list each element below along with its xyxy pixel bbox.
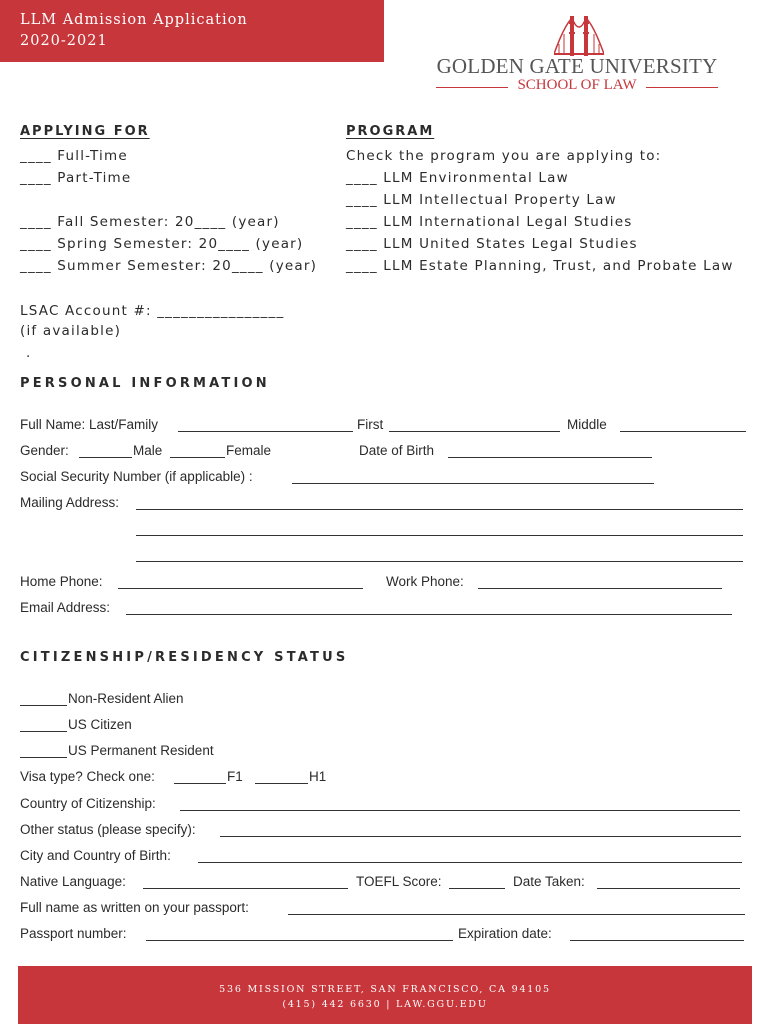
- passport-number-label: Passport number:: [20, 926, 127, 941]
- program-heading: PROGRAM: [346, 124, 435, 139]
- passport-number-field[interactable]: [146, 940, 453, 941]
- non-resident-field[interactable]: [20, 705, 67, 706]
- gender-female-label: Female: [226, 443, 272, 458]
- native-language-label: Native Language:: [20, 874, 126, 889]
- program-intellectual-property[interactable]: ____ LLM Intellectual Property Law: [346, 192, 617, 208]
- school-name: SCHOOL OF LAW: [517, 77, 637, 93]
- last-name-field[interactable]: [178, 431, 353, 432]
- mailing-address-field-2[interactable]: [136, 535, 743, 536]
- mailing-address-field-3[interactable]: [136, 561, 743, 562]
- option-part-time[interactable]: ____ Part-Time: [20, 170, 132, 186]
- applying-for-heading: APPLYING FOR: [20, 124, 150, 139]
- home-phone-field[interactable]: [118, 588, 363, 589]
- university-name: GOLDEN GATE UNIVERSITY: [436, 54, 718, 78]
- dob-field[interactable]: [448, 457, 652, 458]
- date-taken-label: Date Taken:: [513, 874, 585, 889]
- citizenship-heading: CITIZENSHIP/RESIDENCY STATUS: [20, 650, 349, 665]
- form-year: 2020-2021: [20, 33, 108, 49]
- work-phone-label: Work Phone:: [386, 574, 464, 589]
- visa-f1-label: F1: [227, 769, 243, 784]
- visa-f1-field[interactable]: [174, 783, 226, 784]
- footer-address: 536 MISSION STREET, SAN FRANCISCO, CA 94105: [219, 984, 551, 995]
- us-citizen-field[interactable]: [20, 731, 67, 732]
- option-fall-semester[interactable]: ____ Fall Semester: 20____ (year): [20, 214, 280, 230]
- program-estate-planning[interactable]: ____ LLM Estate Planning, Trust, and Probate Law: [346, 258, 734, 274]
- passport-name-label: Full name as written on your passport:: [20, 900, 249, 915]
- non-resident-label: Non-Resident Alien: [68, 691, 184, 706]
- email-field[interactable]: [126, 614, 732, 615]
- toefl-score-label: TOEFL Score:: [356, 874, 442, 889]
- gender-male-label: Male: [133, 443, 163, 458]
- other-status-label: Other status (please specify):: [20, 822, 196, 837]
- mailing-address-field-1[interactable]: [136, 509, 743, 510]
- university-logo: [432, 14, 722, 94]
- option-summer-semester[interactable]: ____ Summer Semester: 20____ (year): [20, 258, 318, 274]
- first-name-field[interactable]: [389, 431, 560, 432]
- ssn-field[interactable]: [292, 483, 654, 484]
- permanent-resident-field[interactable]: [20, 757, 67, 758]
- toefl-score-field[interactable]: [449, 888, 505, 889]
- native-language-field[interactable]: [143, 888, 348, 889]
- middle-name-label: Middle: [567, 417, 607, 432]
- gender-female-field[interactable]: [170, 457, 225, 458]
- permanent-resident-label: US Permanent Resident: [68, 743, 214, 758]
- visa-h1-field[interactable]: [255, 783, 308, 784]
- logo-rule-right: [646, 87, 718, 88]
- footer-contact: (415) 442 6630 | LAW.GGU.EDU: [282, 999, 488, 1010]
- visa-type-label: Visa type? Check one:: [20, 769, 155, 784]
- passport-name-field[interactable]: [288, 914, 745, 915]
- program-instruction: Check the program you are applying to:: [346, 148, 662, 164]
- personal-info-heading: PERSONAL INFORMATION: [20, 376, 270, 391]
- golden-gate-bridge-icon: [554, 14, 604, 58]
- gender-male-field[interactable]: [79, 457, 132, 458]
- country-citizenship-label: Country of Citizenship:: [20, 796, 156, 811]
- email-label: Email Address:: [20, 600, 111, 615]
- last-name-label: Full Name: Last/Family: [20, 417, 159, 432]
- lsac-account-field[interactable]: LSAC Account #: ________________: [20, 303, 285, 319]
- program-environmental-law[interactable]: ____ LLM Environmental Law: [346, 170, 569, 186]
- option-spring-semester[interactable]: ____ Spring Semester: 20____ (year): [20, 236, 304, 252]
- expiration-date-label: Expiration date:: [458, 926, 552, 941]
- mailing-address-label: Mailing Address:: [20, 495, 120, 510]
- work-phone-field[interactable]: [478, 588, 722, 589]
- program-us-legal-studies[interactable]: ____ LLM United States Legal Studies: [346, 236, 638, 252]
- form-title: LLM Admission Application: [20, 12, 248, 28]
- date-taken-field[interactable]: [597, 888, 740, 889]
- middle-name-field[interactable]: [620, 431, 746, 432]
- expiration-date-field[interactable]: [570, 940, 744, 941]
- footer-banner: [18, 966, 752, 1024]
- us-citizen-label: US Citizen: [68, 717, 132, 732]
- gender-label: Gender:: [20, 443, 69, 458]
- other-status-field[interactable]: [220, 836, 741, 837]
- first-name-label: First: [357, 417, 384, 432]
- birth-place-label: City and Country of Birth:: [20, 848, 171, 863]
- option-full-time[interactable]: ____ Full-Time: [20, 148, 128, 164]
- lsac-dot: .: [26, 345, 32, 361]
- visa-h1-label: H1: [309, 769, 327, 784]
- ssn-label: Social Security Number (if applicable) :: [20, 469, 253, 484]
- country-citizenship-field[interactable]: [180, 810, 740, 811]
- lsac-note: (if available): [20, 323, 122, 339]
- birth-place-field[interactable]: [198, 862, 742, 863]
- home-phone-label: Home Phone:: [20, 574, 103, 589]
- dob-label: Date of Birth: [359, 443, 435, 458]
- title-banner: [0, 0, 384, 62]
- program-international-legal[interactable]: ____ LLM International Legal Studies: [346, 214, 633, 230]
